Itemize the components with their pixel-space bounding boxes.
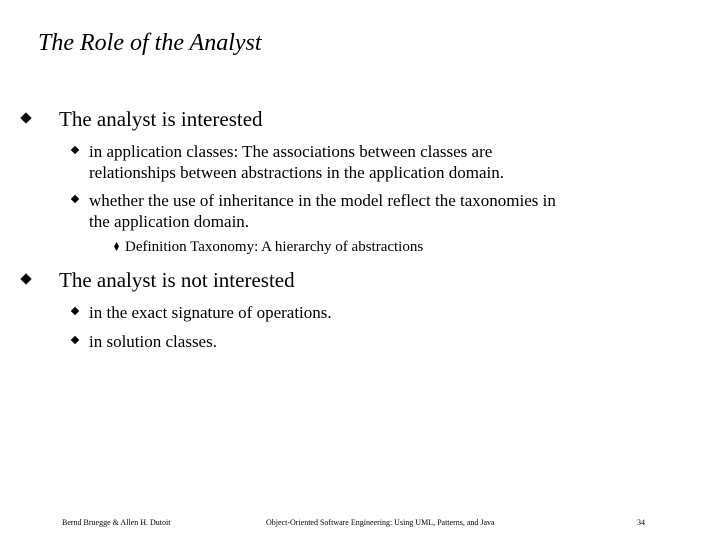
bullet-text: The analyst is not interested bbox=[59, 268, 295, 292]
diamond-bullet-icon bbox=[20, 112, 31, 123]
sub-bullet-line: in application classes: The associations between classes are bbox=[89, 142, 493, 161]
slide-title: The Role of the Analyst bbox=[38, 30, 262, 56]
sub-bullet-text: in the exact signature of operations. bbox=[89, 303, 332, 322]
footer-book-title: Object-Oriented Software Engineering: Using UML, Patterns, and Java bbox=[266, 518, 495, 527]
sub-bullet-line: the application domain. bbox=[89, 212, 250, 231]
sub-bullet-line: whether the use of inheritance in the model reflect the taxonomies in bbox=[89, 191, 556, 210]
sub-bullet-text: in solution classes. bbox=[89, 332, 217, 351]
small-diamond-bullet-icon bbox=[71, 146, 79, 154]
small-diamond-bullet-icon bbox=[71, 336, 79, 344]
sub-bullet-text bbox=[89, 141, 504, 183]
sub-sub-bullet-text: Definition Taxonomy: A hierarchy of abstractions bbox=[125, 239, 424, 255]
small-diamond-bullet-icon bbox=[71, 307, 79, 315]
diamond-bullet-icon bbox=[20, 273, 31, 284]
sub-bullet-text bbox=[89, 190, 556, 232]
narrow-diamond-bullet-icon bbox=[114, 242, 119, 251]
bullet-text: The analyst is interested bbox=[59, 107, 263, 131]
sub-bullet-line: relationships between abstractions in the application domain. bbox=[89, 163, 504, 182]
footer-authors: Bernd Bruegge & Allen H. Dutoit bbox=[62, 518, 171, 527]
small-diamond-bullet-icon bbox=[71, 195, 79, 203]
footer-page-number: 34 bbox=[637, 518, 645, 527]
